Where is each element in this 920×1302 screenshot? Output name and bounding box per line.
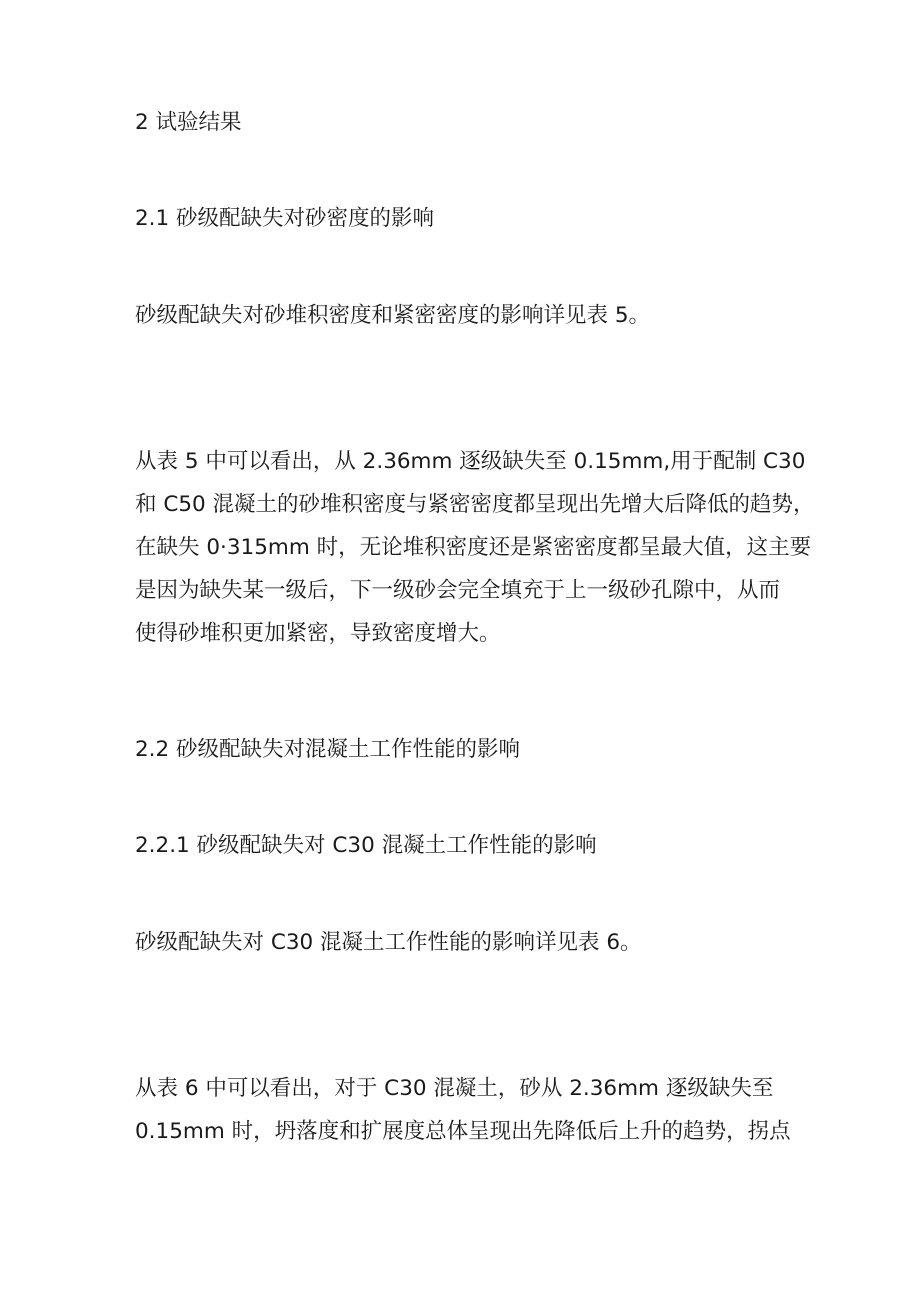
paragraph-line: 从表 6 中可以看出，对于 C30 混凝土，砂从 2.36mm 逐级缺失至 bbox=[135, 1076, 774, 1101]
section-heading-2-2-1: 2.2.1 砂级配缺失对 C30 混凝土工作性能的影响 bbox=[135, 833, 597, 858]
paragraph-line: 从表 5 中可以看出，从 2.36mm 逐级缺失至 0.15mm,用于配制 C30 bbox=[135, 449, 806, 474]
paragraph-line: 0.15mm 时，坍落度和扩展度总体呈现出先降低后上升的趋势，拐点 bbox=[135, 1119, 791, 1144]
paragraph-line: 和 C50 混凝土的砂堆积密度与紧密密度都呈现出先增大后降低的趋势， bbox=[135, 492, 815, 517]
paragraph-line: 在缺失 0·315mm 时，无论堆积密度还是紧密密度都呈最大值，这主要 bbox=[135, 535, 812, 560]
body-paragraph-2-1 bbox=[135, 440, 815, 655]
section-heading-2: 2 试验结果 bbox=[135, 110, 242, 135]
section-heading-2-2: 2.2 砂级配缺失对混凝土工作性能的影响 bbox=[135, 737, 521, 762]
paragraph-line: 使得砂堆积更加紧密，导致密度增大。 bbox=[135, 621, 501, 646]
body-paragraph-2-2-1 bbox=[135, 1067, 791, 1153]
paragraph-line: 是因为缺失某一级后，下一级砂会完全填充于上一级砂孔隙中，从而 bbox=[135, 578, 781, 603]
intro-paragraph-2-2-1: 砂级配缺失对 C30 混凝土工作性能的影响详见表 6。 bbox=[135, 930, 642, 955]
intro-paragraph-2-1: 砂级配缺失对砂堆积密度和紧密密度的影响详见表 5。 bbox=[135, 303, 651, 328]
section-heading-2-1: 2.1 砂级配缺失对砂密度的影响 bbox=[135, 206, 435, 231]
